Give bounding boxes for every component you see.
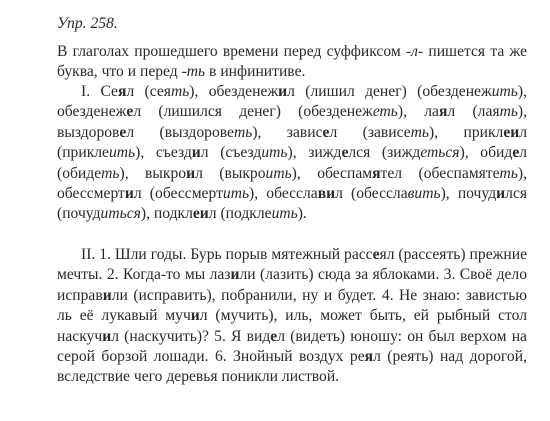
past-vowel: ви <box>317 185 336 203</box>
sentence-2a: 2. Когда-то мы лаз <box>106 266 231 284</box>
sentence-4e: л (наскучить)? <box>111 327 209 345</box>
past-stem: обеспам <box>317 164 373 182</box>
past-vowel: я <box>438 103 448 121</box>
rule-text-1: В глаголах прошедшего времени перед суффиксом <box>57 43 406 60</box>
infinitive-ending: ить <box>222 185 250 203</box>
verb-pair: съездил (съездить) <box>155 144 293 162</box>
infinitive-stem: почуд <box>62 205 101 223</box>
past-vowel: е <box>126 103 134 121</box>
infinitive-ending: ить <box>108 144 136 162</box>
sentence-5a: 5. Я вид <box>214 327 271 345</box>
gloss: (лишился денег) <box>141 103 281 121</box>
infinitive-ending: ить <box>265 164 292 182</box>
part-one <box>57 82 527 225</box>
sentence-3c: ли (исправить), побранили, ну и будет. <box>111 286 377 304</box>
suffix-t: -ть <box>181 63 206 81</box>
past-stem: Се <box>100 83 118 100</box>
sentence-6c: л (реять) над дорогой, вследствие чего деревья поникли листвой. <box>57 348 527 386</box>
verb-pair: выкроил (выкроить) <box>145 164 297 182</box>
past-suffix: л <box>287 83 295 100</box>
verb-pair: обидел (обидеть) <box>57 144 528 182</box>
past-stem: почуд <box>457 185 497 203</box>
infinitive-ending: иться <box>100 205 141 223</box>
past-suffix: лся <box>505 185 528 203</box>
past-vowel: и <box>496 185 506 203</box>
infinitive-ending: ть <box>101 164 120 182</box>
verb-pair: лаял (лаять) <box>424 103 524 121</box>
rule-paragraph <box>57 42 527 83</box>
past-stem: обессмерт <box>57 185 125 203</box>
past-stem: завис <box>286 123 323 141</box>
infinitive-stem: обезденеж <box>422 83 492 100</box>
infinitive-ending: ить <box>491 83 518 100</box>
past-vowel: и <box>186 164 196 182</box>
past-stem: обид <box>480 144 513 162</box>
infinitive-ending: вить <box>407 185 441 203</box>
verb-pair: приклеил (приклеить) <box>57 123 528 162</box>
infinitive-stem: сея <box>149 83 171 100</box>
infinitive-ending: еть <box>372 103 398 121</box>
part-one-marker: I. <box>81 83 91 100</box>
sentence-4-letter: и <box>190 307 200 325</box>
infinitive-ending: ть <box>499 103 518 121</box>
past-stem: обессла <box>266 185 318 203</box>
sentence-5-letter: е <box>270 327 278 345</box>
past-suffix: лся <box>348 144 371 162</box>
verb-pair: зижделся (зиждеться) <box>308 144 465 162</box>
past-suffix: л <box>329 123 338 141</box>
past-vowel: и <box>124 185 134 203</box>
past-vowel: еи <box>503 123 520 141</box>
past-stem: выкро <box>145 164 187 182</box>
sentence-1a: 1. Шли годы. Бурь порыв мятежный расс <box>99 246 373 263</box>
verb-pair: Сеял (сеять) <box>100 83 195 100</box>
past-suffix: л <box>133 103 142 121</box>
sentence-3a: 3. Своё дело исправ <box>57 266 527 304</box>
suffix-l: -л- <box>405 43 424 60</box>
infinitive-ending: ть <box>410 123 429 141</box>
sentence-1c: ял (рассеять) прежние мечты. <box>57 246 528 284</box>
past-stem: подкл <box>153 205 193 223</box>
past-vowel: я <box>372 164 381 182</box>
past-vowel: и <box>191 144 201 162</box>
infinitive-stem: обессмерт <box>155 185 223 203</box>
past-suffix: л <box>447 103 456 121</box>
gloss: (лишил денег) <box>294 83 407 100</box>
infinitive-ending: ить <box>261 144 288 162</box>
past-suffix: л <box>208 205 217 223</box>
past-stem: зижд <box>308 144 342 162</box>
infinitive-ending: ть <box>233 123 253 141</box>
verb-pair: обесславил (обесславить) <box>266 185 446 203</box>
past-suffix: л <box>126 83 135 100</box>
infinitive-ending: ить <box>271 205 298 223</box>
sentence-3-letter: и <box>102 286 112 304</box>
sentence-5c: л (видеть) юношу: он был верхом на серой борзой лошади. <box>57 327 527 366</box>
past-vowel: еи <box>192 205 209 223</box>
sentence-2c: ли (лазить) сюда за яблоками. <box>239 266 440 284</box>
verb-pair: обезденежел (лишился денег) (обезденежеть) <box>57 103 404 121</box>
infinitive-stem: обезденеж <box>303 103 373 121</box>
past-vowel: и <box>278 83 288 100</box>
past-vowel: е <box>119 123 127 141</box>
infinitive-stem: прикле <box>62 144 109 162</box>
infinitive-stem: зависе <box>367 123 411 141</box>
past-vowel: е <box>322 123 330 141</box>
past-stem: обезденеж <box>57 103 127 121</box>
past-suffix: л <box>195 164 203 182</box>
rule-text-2: пишется та же буква, что и перед <box>57 43 527 81</box>
past-suffix: л <box>519 123 528 141</box>
infinitive-stem: обессла <box>356 185 408 203</box>
infinitive-ending: ть <box>499 164 518 182</box>
exercise-title: Упр. 258. <box>57 15 118 32</box>
past-stem: ла <box>424 103 439 121</box>
sentence-2-letter: и <box>230 266 240 284</box>
past-suffix: л <box>519 144 528 162</box>
past-suffix: тел <box>380 164 403 182</box>
infinitive-stem: подкле <box>225 205 272 223</box>
past-stem: съезд <box>155 144 192 162</box>
part-two <box>57 245 527 388</box>
infinitive-stem: зижд <box>387 144 421 162</box>
verb-pair: подклеил (подклеить) <box>153 205 303 223</box>
verb-pair: обеспамятел (обеспамятеть) <box>317 164 524 182</box>
sentence-6a: 6. Знойный воздух ре <box>214 348 365 366</box>
verb-pair: выздоровел (выздороветь) <box>57 123 258 141</box>
past-suffix: л <box>335 185 343 203</box>
sentence-4a: 4. Не знаю: завистью ль её лукавый муч <box>57 286 527 325</box>
rule-text-3: в инфинитиве. <box>205 63 306 81</box>
infinitive-ending: еться <box>420 144 460 162</box>
infinitive-ending: ть <box>170 83 190 100</box>
sentence-4-letter-2: и <box>102 327 112 345</box>
part-one-words: Сеял (сеять), обезденежил (лишил денег) (обезденежить), обезденежел (лишился денег) (обезденежеть), лаял (лаять), выздоровел (выздороветь), зависел (зависеть), приклеил (приклеить), съездил (съездить), зижделся (зиждеться), обидел (обидеть), выкроил (выкроить), обеспамятел (обеспамятеть), обессмертил (обессмертить), обесславил (обесславить), почудился (почудиться), подклеил (подклеить). <box>57 83 528 223</box>
past-suffix: л <box>133 185 142 203</box>
verb-pair: обессмертил (обессмертить) <box>57 185 255 203</box>
past-stem: обезденеж <box>208 83 279 100</box>
infinitive-stem: лая <box>477 103 500 121</box>
infinitive-stem: обиде <box>62 164 102 182</box>
past-vowel: е <box>341 144 349 162</box>
past-vowel: я <box>117 83 127 100</box>
part-two-marker: II. <box>81 246 96 263</box>
infinitive-stem: выкро <box>224 164 266 182</box>
past-stem: прикл <box>463 123 504 141</box>
past-stem: выздоров <box>57 123 120 141</box>
past-suffix: л <box>126 123 135 141</box>
past-vowel: е <box>512 144 520 162</box>
sentence-1-letter: е <box>372 246 380 263</box>
verb-pair: почудился (почудиться) <box>57 185 528 223</box>
verb-pair: обезденежил (лишил денег) (обезденежить) <box>208 83 524 100</box>
sentence-6-letter: я <box>364 348 374 366</box>
past-suffix: л <box>200 144 209 162</box>
infinitive-stem: съезд <box>225 144 262 162</box>
infinitive-stem: обеспамяте <box>423 164 500 182</box>
infinitive-stem: выздорове <box>164 123 234 141</box>
verb-pair: зависел (зависеть) <box>286 123 435 141</box>
sentence-4c: л (мучить), иль, может быть, ей рыбный стол наскуч <box>57 307 527 345</box>
